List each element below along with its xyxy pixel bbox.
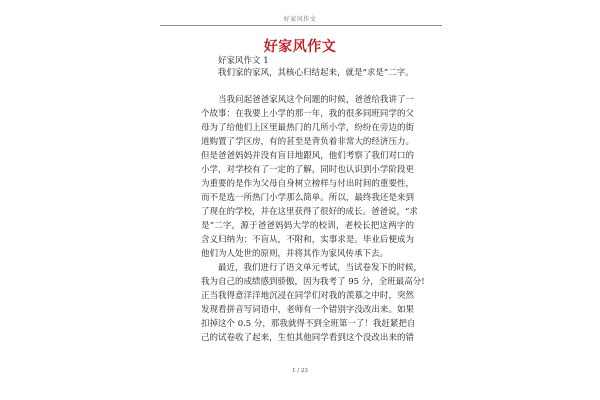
body-line: 道购置了学区房，有的甚至是背负着非常大的经济压力。 bbox=[201, 137, 414, 147]
body-line: 个故事：在我要上小学的那一年，我的很多同班同学的父 bbox=[201, 109, 414, 119]
running-header: 好家风作文 bbox=[283, 16, 317, 23]
body-line: 己的试卷收了起来，生怕其他同学看到这个没改出来的错 bbox=[201, 333, 414, 343]
body-line: 但是爸爸妈妈并没有盲目地跟风，他们考察了我们对口的 bbox=[201, 151, 414, 161]
body-line: 了现在的学校，并在这里获得了很好的成长。爸爸说，“求 bbox=[201, 207, 418, 217]
body-line: 当我问起爸爸家风这个问题的时候，爸爸给我讲了一 bbox=[218, 95, 414, 105]
body-line: 小学，对学校有了一定的了解，同时也认识到小学阶段更 bbox=[201, 165, 414, 175]
body-line: 而不是选一所热门小学那么简单。所以，最终我还是来到 bbox=[201, 193, 414, 203]
body-line: 最近，我们进行了语文单元考试，当试卷发下的时候， bbox=[218, 263, 423, 273]
body-line: 是”二字，源于爸爸妈妈大学的校训，老校长把这两字的 bbox=[201, 221, 414, 231]
body-line: 正当我得意洋洋地沉浸在同学们对我的羡慕之中时，突然 bbox=[201, 291, 414, 301]
body-line: 我们家的家风，其核心归结起来，就是“求是”二字。 bbox=[218, 68, 414, 78]
body-line: 为重要的是作为父母自身树立榜样与付出时间的重要性， bbox=[201, 179, 414, 189]
body-line: 含义归纳为：不盲从，不附和，实事求是。毕业后便成为 bbox=[201, 235, 414, 245]
body-line: 扣掉这个 0.5 分，那我就得不到全班第一了！我赶紧把自 bbox=[201, 319, 416, 329]
body-line: 他们为人处世的原则，并将其作为家风传承下去。 bbox=[201, 249, 389, 259]
essay-heading: 好家风作文 1 bbox=[218, 56, 269, 66]
body-line: 我为自己的成绩感到骄傲，因为我考了 95 分，全班最高分! bbox=[201, 277, 425, 287]
body-line: 母为了给他们上区里最热门的几所小学，纷纷在旁边的街 bbox=[201, 123, 414, 133]
document-title: 好家风作文 bbox=[263, 39, 337, 55]
page-number: 1 / 23 bbox=[292, 368, 308, 374]
body-line: 发现看拼音写词语中，老师有一个错别字没改出来。如果 bbox=[201, 305, 414, 315]
